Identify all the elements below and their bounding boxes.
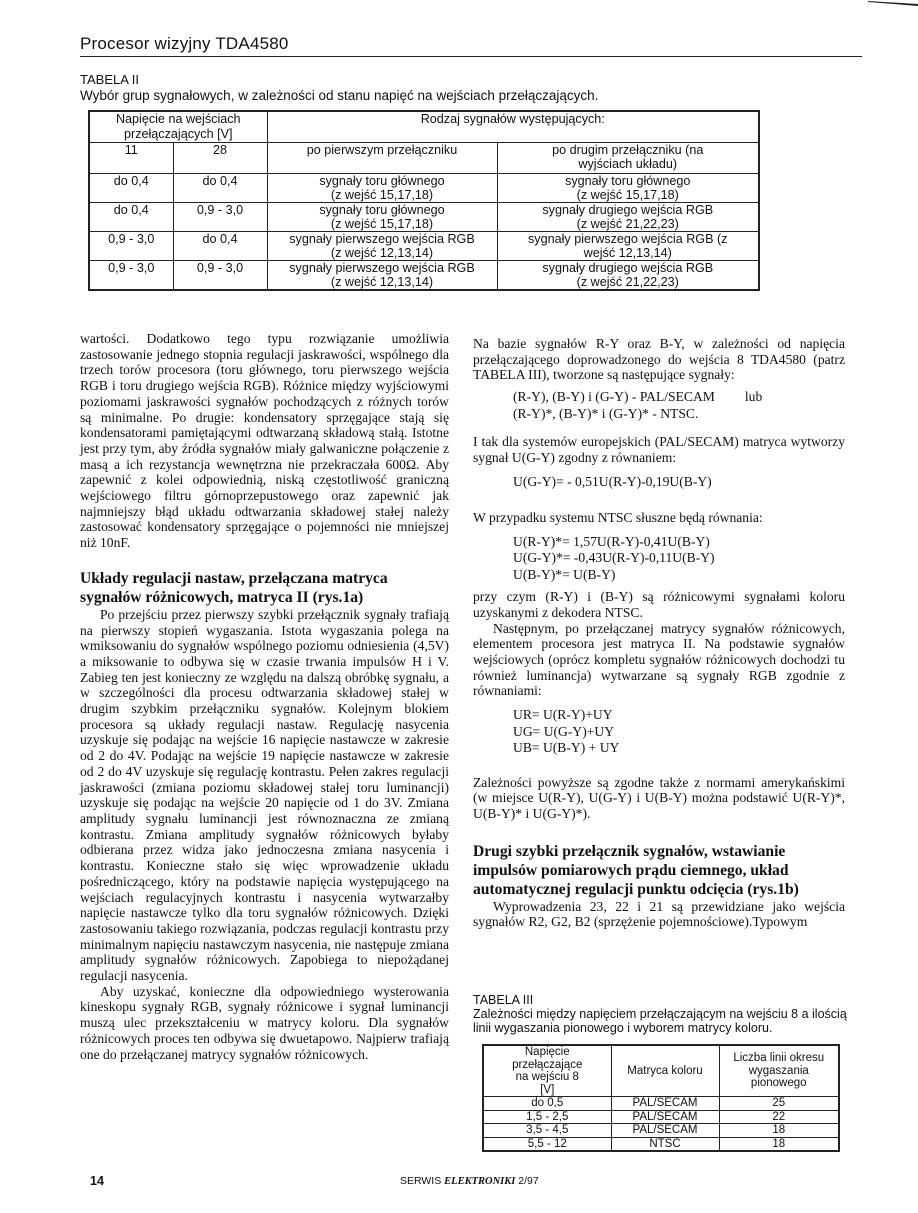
table-cell: 22 (719, 1110, 839, 1124)
page-number: 14 (90, 1174, 104, 1188)
paragraph: wartości. Dodatkowo tego typu rozwiązanie umożliwia zastosowanie jednego stopnia regulacji jaskrawości, wspólnego dla trzech torów procesora (toru głównego, toru pierwszego wejścia RGB i toru drugiego wejścia RGB). Różnice między wyjściowymi poziomami jaskrawości sygnałów pochodzących z różnych torów są minimalne. Po drugie: kondensatory sprzęgające stają się kondensatorami pamiętającymi odtwarzaną składową stałą. Istotne jest przy tym, aby źródła sygnałów miały galwaniczne połączenie z masą a ich rezystancja wewnętrzna nie przekraczała 600Ω. Aby zapewnić z kolei odpowiednią, niską częstotliwość graniczną wejściowego filtru górnoprzepustowego oraz zapewnić jak najmniejszy błąd układu odtwarzania składowej stałej należy zastosować kondensatory sprzęgające o pojemności nie mniejszej niż 10nF. (80, 331, 449, 551)
table2-sub-second: po drugim przełączniku (na wyjściach układu) (497, 143, 759, 174)
cell-line: sygnały toru głównego (319, 203, 445, 217)
table-cell: 18 (719, 1124, 839, 1138)
table-cell: do 0,4 (89, 174, 173, 203)
equation: UG= U(G-Y)+UY (513, 723, 615, 739)
cell-line: (z wejść 12,13,14) (330, 275, 434, 289)
table-row (89, 111, 759, 143)
equation: U(B-Y)*= U(B-Y) (513, 566, 616, 582)
cell-line: (z wejść 21,22,23) (576, 275, 679, 289)
table2-caption: Wybór grup sygnałowych, w zależności od stanu napięć na wejściach przełączających. (80, 88, 599, 103)
table3-head-lines: Liczba linii okresu wygaszania pionowego (719, 1045, 839, 1097)
table-cell: do 0,4 (89, 203, 173, 232)
section-heading: Drugi szybki przełącznik sygnałów, wstawianie impulsów pomiarowych prądu ciemnego, układ automatycznej regulacji punktu odcięcia (rys.1b) (473, 842, 799, 898)
table2-head-right: Rodzaj sygnałów występujących: (267, 111, 759, 143)
table-row (483, 1045, 839, 1097)
table-cell: 5,5 - 12 (483, 1137, 611, 1151)
equation: (R-Y), (B-Y) i (G-Y) - PAL/SECAM (513, 389, 715, 405)
table3-head-voltage: Napięcie przełączające na wejściu 8 [V] (483, 1045, 611, 1097)
table2-sub-first: po pierwszym przełączniku (267, 143, 497, 174)
header-rule (80, 56, 862, 57)
table-row (483, 1137, 839, 1151)
table-cell (267, 203, 497, 232)
cell-line: sygnały toru głównego (319, 174, 445, 188)
cell-line: sygnały drugiego wejścia RGB (542, 261, 714, 275)
table-row (483, 1110, 839, 1124)
table-cell (497, 232, 759, 261)
table-row (89, 203, 759, 232)
table-cell (497, 203, 759, 232)
paragraph: Po przejściu przez pierwszy szybki przełącznik sygnały trafiają na pierwszy stopień wygaszania. Istota wygaszania polega na wmiksowaniu do sygnałów wspólnego poziomu odniesienia (4,5V) a miksowanie to odbywa się w czasie trwania impulsów H i V. Zabieg ten jest konieczny ze względu na dalszą obróbkę sygnału, a w szczególności dla procesu odtwarzania składowej stałej w drugim szybkim przełączniku sygnałów. Kolejnym blokiem procesora są układy regulacji nastaw. Regulację nasycenia uzyskuje się podając na wejście 16 napięcie nastawcze w zakresie od 2 do 4V. Podając na wejście 19 napięcie nastawcze w zakresie od 2 do 4V uzyskuje się regulację kontrastu. Pełen zakres regulacji jaskrawości (zmiana poziomu składowej stałej toru luminancji) uzyskuje się podając na wejście 20 napięcie od 1 do 3V. Zmiana amplitudy sygnału luminancji jest równoznaczna ze zmianą kontrastu. Zmiana amplitudy sygnałów różnicowych byłaby odbierana przez widza jako jednoczesna zmiana nasycenia i kontrastu. Konieczne stało się więc wprowadzenie układu pośredniczącego, który na podstawie napięcia występującego na wejściach regulacyjnych kontrastu i nasycenia wytwarzałby napięcie nastawcze tylko dla toru sygnałów różnicowych. Dzięki zastosowaniu takiego rozwiązania, podczas regulacji kontrastu przy minimalnym napięciu nastawczym nasycenia, nie następuje zmiana amplitudy sygnałów różnicowych. Zapobiega to niepożądanej regulacji nasycenia. (80, 606, 449, 984)
right-column (473, 336, 845, 930)
table-row (89, 174, 759, 203)
table3-label: TABELA III (473, 993, 534, 1007)
table2-head-left: Napięcie na wejściach przełączających [V] (89, 111, 267, 143)
table-cell: 0,9 - 3,0 (89, 261, 173, 291)
page-header-title: Procesor wizyjny TDA4580 (80, 34, 289, 53)
cell-line: sygnały pierwszego wejścia RGB (289, 261, 475, 275)
paragraph: Na bazie sygnałów R-Y oraz B-Y, w zależności od napięcia przełączającego doprowadzonego do wejścia 8 TDA4580 (patrz TABELA III), tworzone są następujące sygnały: (473, 336, 845, 383)
equation: U(G-Y)= - 0,51U(R-Y)-0,19U(B-Y) (513, 473, 712, 489)
table3-head-matrix: Matryca koloru (611, 1045, 719, 1097)
cell-line: (z wejść 15,17,18) (330, 188, 434, 202)
section-heading: Układy regulacji nastaw, przełączana matryca sygnałów różnicowych, matryca II (rys.1a) (80, 569, 388, 606)
table2-label: TABELA II (80, 72, 140, 87)
cell-line: sygnały pierwszego wejścia RGB (z (528, 232, 728, 246)
table-row (483, 1097, 839, 1111)
footer-mag-prefix: SERWIS (400, 1175, 442, 1187)
table-cell: 0,9 - 3,0 (173, 261, 267, 291)
table-cell: PAL/SECAM (611, 1124, 719, 1138)
table-cell (267, 261, 497, 291)
cell-line: sygnały drugiego wejścia RGB (542, 203, 714, 217)
table3-caption: Zależności między napięciem przełączającym na wejściu 8 a ilością linii wygaszania pionowego i wyborem matrycy koloru. (473, 1007, 847, 1035)
paragraph: Następnym, po przełączanej matrycy sygnałów różnicowych, elementem procesora jest matryca II. Na podstawie sygnałów wejściowych (oprócz kompletu sygnałów różnicowych dochodzi tu również luminancja) wytwarzane są sygnały RGB zgodnie z równaniami: (473, 620, 845, 699)
table3 (482, 1044, 840, 1152)
table-cell: PAL/SECAM (611, 1097, 719, 1111)
paragraph: Zależności powyższe są zgodne także z normami amerykańskimi (w miejsce U(R-Y), U(G-Y) i U(B-Y) można podstawić U(R-Y)*, U(B-Y)* i U(G-Y)*). (473, 774, 845, 822)
cell-line: (z wejść 15,17,18) (576, 188, 679, 202)
table-cell (267, 174, 497, 203)
paragraph: Wyprowadzenia 23, 22 i 21 są przewidziane jako wejścia sygnałów R2, G2, B2 (sprzężenie pojemnościowe).Typowym (473, 898, 845, 930)
table-cell: 0,9 - 3,0 (173, 203, 267, 232)
table-cell: do 0,5 (483, 1097, 611, 1111)
paragraph: przy czym (R-Y) i (B-Y) są różnicowymi sygnałami koloru uzyskanymi z dekodera NTSC. (473, 589, 845, 620)
table-cell: 25 (719, 1097, 839, 1111)
cell-line: (z wejść 12,13,14) (330, 246, 434, 260)
table-cell: do 0,4 (173, 174, 267, 203)
table-cell (497, 174, 759, 203)
table-cell: 3,5 - 4,5 (483, 1124, 611, 1138)
table-row (89, 261, 759, 291)
cell-line: sygnały pierwszego wejścia RGB (289, 232, 475, 246)
table-cell: NTSC (611, 1137, 719, 1151)
equation: U(R-Y)*= 1,57U(R-Y)-0,41U(B-Y) (513, 533, 710, 549)
table2-sub-28: 28 (173, 143, 267, 174)
table-row (483, 1124, 839, 1138)
paragraph: Aby uzyskać, konieczne dla odpowiedniego wysterowania kineskopu sygnały RGB, sygnały różnicowe i sygnał luminancji muszą ulec przekształceniu w matrycy koloru. Dla sygnałów różnicowych proces ten odbywa się dwuetapowo. Najpierw trafiają one do przełączanej matrycy sygnałów różnicowych. (80, 983, 449, 1062)
corner-mark (868, 0, 918, 8)
equation-or: lub (744, 389, 763, 405)
equation: UB= U(B-Y) + UY (513, 740, 620, 756)
footer-mag-name: ELEKTRONIKI (444, 1176, 516, 1187)
table2-sub-11: 11 (89, 143, 173, 174)
table-cell: 1,5 - 2,5 (483, 1110, 611, 1124)
table-cell: 18 (719, 1137, 839, 1151)
cell-line: (z wejść 21,22,23) (576, 217, 679, 231)
table-cell: 0,9 - 3,0 (89, 232, 173, 261)
table-cell (497, 261, 759, 291)
table-cell (267, 232, 497, 261)
table-cell: PAL/SECAM (611, 1110, 719, 1124)
equation: UR= U(R-Y)+UY (513, 707, 613, 723)
table-row (89, 143, 759, 174)
equation: (R-Y)*, (B-Y)* i (G-Y)* - NTSC. (513, 405, 699, 421)
footer-issue: 2/97 (518, 1175, 539, 1187)
paragraph: I tak dla systemów europejskich (PAL/SECAM) matryca wytworzy sygnał U(G-Y) zgodny z równaniem: (473, 434, 845, 465)
equation-line (473, 389, 845, 406)
left-column (80, 331, 449, 1062)
table-row (89, 232, 759, 261)
footer-magazine (400, 1175, 539, 1187)
cell-line: sygnały toru głównego (565, 174, 691, 188)
table-cell: do 0,4 (173, 232, 267, 261)
paragraph: W przypadku systemu NTSC słuszne będą równania: (473, 510, 763, 526)
table2 (88, 110, 760, 291)
cell-line: wejść 12,13,14) (583, 246, 672, 260)
cell-line: (z wejść 15,17,18) (330, 217, 434, 231)
equation: U(G-Y)*= -0,43U(R-Y)-0,11U(B-Y) (513, 550, 715, 566)
